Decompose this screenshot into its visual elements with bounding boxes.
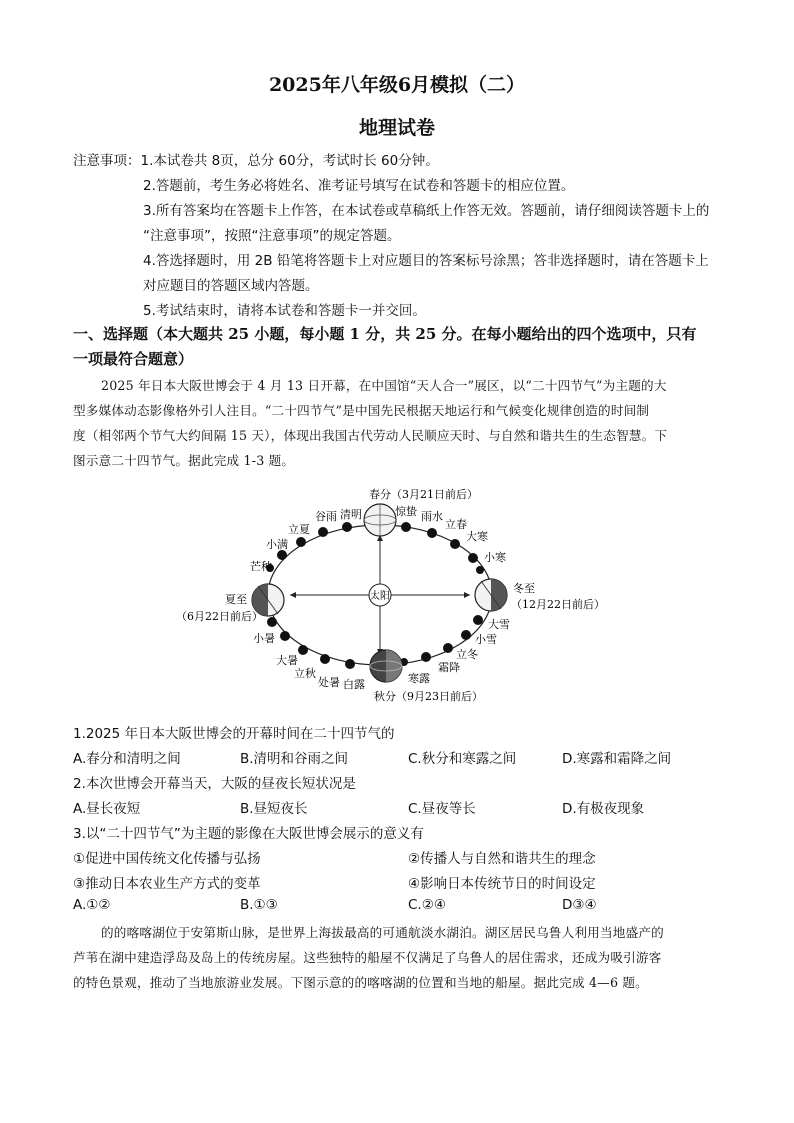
globe-winter-icon (475, 579, 507, 611)
note-1: 注意事项：1.本试卷共 8页，总分 60分，考试时长 60分钟。 (73, 153, 439, 169)
label-term: 谷雨 (315, 510, 337, 523)
section-heading-b: 一项最符合题意） (73, 350, 194, 368)
label-term: 霜降 (438, 661, 460, 674)
label-term: 大寒 (466, 530, 488, 543)
q1-option-d: D.寒露和霜降之间 (562, 751, 672, 767)
q3-stem: 3.以“二十四节气”为主题的影像在大阪世博会展示的意义有 (73, 826, 424, 842)
solar-terms-diagram (160, 480, 640, 710)
label-term: 小满 (266, 538, 288, 551)
q3-option-a: A.①② (73, 897, 111, 913)
passage1-line1: 2025 年日本大阪世博会于 4 月 13 日开幕，在中国馆“天人合一”展区，以“二十四节气”为主题的大 (101, 378, 667, 393)
label-term: 芒种 (250, 560, 272, 573)
q3-option-d: D③④ (562, 897, 597, 913)
note-3a: 3.所有答案均在答题卡上作答，在本试卷或草稿纸上作答无效。答题前，请仔细阅读答题卡上的 (143, 203, 710, 219)
label-term: 小寒 (484, 551, 506, 564)
label-term: 小雪 (475, 633, 497, 646)
label-term: 处暑 (318, 676, 340, 689)
q3-statement-3: ③推动日本农业生产方式的变革 (73, 876, 261, 892)
label-term: 清明 (340, 508, 362, 521)
globe-autumn-icon (370, 650, 402, 682)
q2-option-a: A.昼长夜短 (73, 801, 141, 817)
sun-label: 太阳 (370, 591, 390, 602)
label-summer-name: 夏至 (225, 593, 247, 606)
label-winter-date: （12月22日前后） (511, 598, 605, 611)
q3-statement-4: ④影响日本传统节日的时间设定 (408, 876, 596, 892)
exam-subtitle: 地理试卷 (358, 117, 435, 139)
q2-stem: 2.本次世博会开幕当天，大阪的昼夜长短状况是 (73, 776, 356, 792)
note-3b: “注意事项”，按照“注意事项”的规定答题。 (143, 228, 401, 244)
label-term: 小暑 (253, 632, 275, 645)
label-term: 立冬 (456, 648, 478, 661)
label-term: 雨水 (421, 510, 443, 523)
q3-option-b: B.①③ (240, 897, 278, 913)
q2-option-d: D.有极夜现象 (562, 801, 645, 817)
q3-option-c: C.②④ (408, 897, 446, 913)
exam-title: 2025年八年级6月模拟（二） (268, 74, 526, 96)
label-autumn: 秋分（9月23日前后） (374, 690, 483, 703)
label-term: 白露 (343, 678, 365, 691)
label-term: 大雪 (488, 618, 510, 631)
passage2-line2: 芦苇在湖中建造浮岛及岛上的传统房屋。这些独特的船屋不仅满足了乌鲁人的居住需求，还成为吸引游客 (73, 950, 662, 965)
label-winter-name: 冬至 (513, 582, 535, 595)
section-heading-a: 一、选择题（本大题共 25 小题，每小题 1 分，共 25 分。在每小题给出的四个选项中，只有 (73, 325, 697, 343)
q1-option-a: A.春分和清明之间 (73, 751, 181, 767)
note-4a: 4.答选择题时，用 2B 铅笔将答题卡上对应题目的答案标号涂黑；答非选择题时，请在答题卡上 (143, 253, 709, 269)
label-term: 立夏 (288, 523, 310, 536)
globe-spring-icon (364, 504, 396, 536)
label-summer-date: （6月22日前后） (176, 610, 263, 623)
label-spring: 春分（3月21日前后） (369, 488, 478, 501)
q1-option-c: C.秋分和寒露之间 (408, 751, 517, 767)
passage2-line1: 的的喀喀湖位于安第斯山脉，是世界上海拔最高的可通航淡水湖泊。湖区居民乌鲁人利用当地盛产的 (101, 925, 664, 940)
q2-option-b: B.昼短夜长 (240, 801, 308, 817)
passage2-line3: 的特色景观，推动了当地旅游业发展。下图示意的的喀喀湖的位置和当地的船屋。据此完成 4—6 题。 (73, 975, 648, 990)
note-4b: 对应题目的答题区域内答题。 (143, 278, 319, 294)
q3-statement-1: ①促进中国传统文化传播与弘扬 (73, 851, 261, 867)
q2-option-c: C.昼夜等长 (408, 801, 476, 817)
label-term: 大暑 (276, 654, 298, 667)
passage1-line2: 型多媒体动态影像格外引人注目。“二十四节气”是中国先民根据天地运行和气候变化规律创造的时间制 (73, 403, 650, 418)
label-term: 寒露 (408, 672, 430, 685)
q1-option-b: B.清明和谷雨之间 (240, 751, 349, 767)
label-term: 立秋 (294, 667, 316, 680)
note-5: 5.考试结束时，请将本试卷和答题卡一并交回。 (143, 303, 426, 319)
q3-statement-2: ②传播人与自然和谐共生的理念 (408, 851, 596, 867)
passage1-line4: 图示意二十四节气。据此完成 1-3 题。 (73, 453, 295, 468)
label-term: 惊蛰 (395, 505, 417, 518)
q1-stem: 1.2025 年日本大阪世博会的开幕时间在二十四节气的 (73, 726, 395, 742)
passage1-line3: 度（相邻两个节气大约间隔 15 天），体现出我国古代劳动人民顺应天时、与自然和谐共生的生态智慧。下 (73, 428, 668, 443)
note-2: 2.答题前，考生务必将姓名、准考证号填写在试卷和答题卡的相应位置。 (143, 178, 575, 194)
label-term: 立春 (445, 518, 467, 531)
